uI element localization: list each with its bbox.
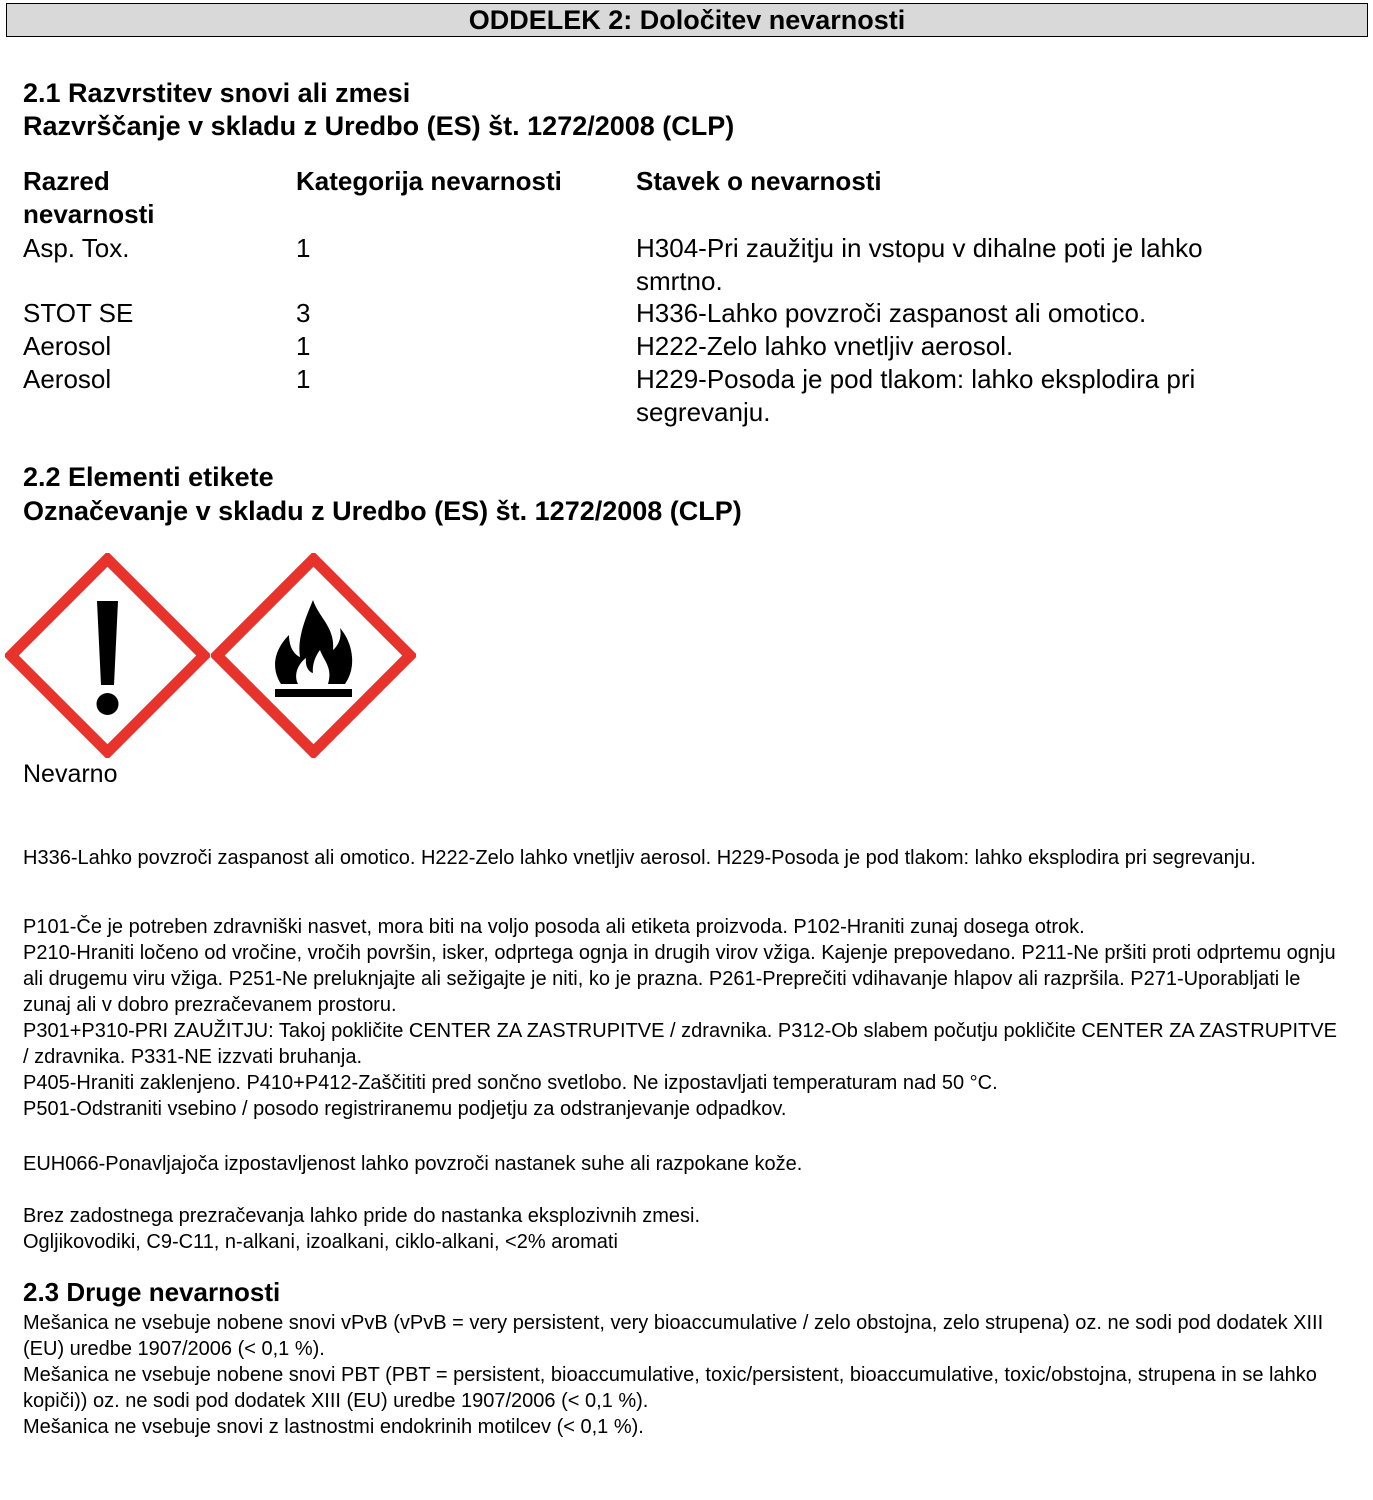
row-1-class: Asp. Tox. [23, 233, 130, 263]
precautionary-line: P501-Odstraniti vsebino / posodo registriranemu podjetju za odstranjevanje odpadkov. [23, 1098, 787, 1120]
section-2-1-subtitle: Razvrščanje v skladu z Uredbo (ES) št. 1272/2008 (CLP) [23, 111, 735, 141]
other-hazard-line: Mešanica ne vsebuje nobene snovi vPvB (vPvB = very persistent, very bioaccumulative / zelo obstojna, zelo strupena) oz. ne sodi pod dodatek XIII (EU) uredbe 1907/2006 (< 0,1 %). [23, 1312, 1324, 1360]
row-1-category: 1 [296, 233, 311, 263]
precautionary-line: P301+P310-PRI ZAUŽITJU: Takoj pokličite CENTER ZA ZASTRUPITVE / zdravnika. P312-Ob slabem počutju pokličite CENTER ZA ZASTRUPITVE / zdravnika. P331-NE izzvati bruhanja. [23, 1020, 1337, 1068]
other-hazard-line: Mešanica ne vsebuje snovi z lastnostmi endokrinih motilcev (< 0,1 %). [23, 1416, 644, 1438]
row-2-category: 3 [296, 298, 311, 328]
section-2-2-title: 2.2 Elementi etikete [23, 462, 274, 492]
section-2-3-title: 2.3 Druge nevarnosti [23, 1277, 281, 1307]
row-4-class: Aerosol [23, 364, 112, 394]
precautionary-line: P101-Če je potreben zdravniški nasvet, mora biti na voljo posoda ali etiketa proizvoda. P102-Hraniti zunaj dosega otrok. [23, 916, 1085, 938]
other-hazards [23, 1310, 1343, 1440]
section-2-2-subtitle: Označevanje v skladu z Uredbo (ES) št. 1272/2008 (CLP) [23, 496, 742, 526]
header-category: Kategorija nevarnosti [296, 166, 562, 196]
other-hazard-line: Mešanica ne vsebuje nobene snovi PBT (PBT = persistent, bioaccumulative, toxic/persistent, bioaccumulative, toxic/obstojna, strupena in se lahko kopiči)) oz. ne sodi pod dodatek XIII (EU) uredbe 1907/2006 (< 0,1 %). [23, 1364, 1317, 1412]
row-1-statement: H304-Pri zaužitju in vstopu v dihalne poti je lahko smrtno. [636, 233, 1203, 296]
precautionary-statements [23, 914, 1343, 1122]
row-3-category: 1 [296, 331, 311, 361]
row-3-statement: H222-Zelo lahko vnetljiv aerosol. [636, 331, 1014, 361]
supplementary-note-2: Ogljikovodiki, C9-C11, n-alkani, izoalkani, ciklo-alkani, <2% aromati [23, 1231, 618, 1253]
euh-statement: EUH066-Ponavljajoča izpostavljenost lahko povzroči nastanek suhe ali razpokane kože. [23, 1153, 803, 1175]
header-class-line2: nevarnosti [23, 199, 155, 229]
section-header: ODDELEK 2: Določitev nevarnosti [6, 3, 1368, 37]
supplementary-note-1: Brez zadostnega prezračevanja lahko pride do nastanka eksplozivnih zmesi. [23, 1205, 701, 1227]
row-4-statement: H229-Posoda je pod tlakom: lahko eksplodira pri segrevanju. [636, 364, 1196, 427]
header-class-line1: Razred [23, 166, 110, 196]
header-statement: Stavek o nevarnosti [636, 166, 882, 196]
exclamation-mark-icon [5, 553, 210, 758]
precautionary-line: P210-Hraniti ločeno od vročine, vročih površin, isker, odprtega ognja in drugih virov vžiga. Kajenje prepovedano. P211-Ne pršiti proti odprtemu ognju ali drugemu viru vžiga. P251-Ne preluknjajte ali sežigajte je niti, ko je prazna. P261-Preprečiti vdihavanje hlapov ali razpršila. P271-Uporabljati le zunaj ali v dobro prezračevanem prostoru. [23, 942, 1336, 1016]
row-2-class: STOT SE [23, 298, 134, 328]
row-2-statement: H336-Lahko povzroči zaspanost ali omotico. [636, 298, 1147, 328]
row-3-class: Aerosol [23, 331, 112, 361]
precautionary-line: P405-Hraniti zaklenjeno. P410+P412-Zaščititi pred sončno svetlobo. Ne izpostavljati temperaturam nad 50 °C. [23, 1072, 998, 1094]
section-2-1-title: 2.1 Razvrstitev snovi ali zmesi [23, 78, 411, 108]
flame-icon [211, 553, 416, 758]
signal-word: Nevarno [23, 760, 118, 788]
row-4-category: 1 [296, 364, 311, 394]
hazard-statements: H336-Lahko povzroči zaspanost ali omotico. H222-Zelo lahko vnetljiv aerosol. H229-Posoda je pod tlakom: lahko eksplodira pri segrevanju. [23, 847, 1256, 869]
